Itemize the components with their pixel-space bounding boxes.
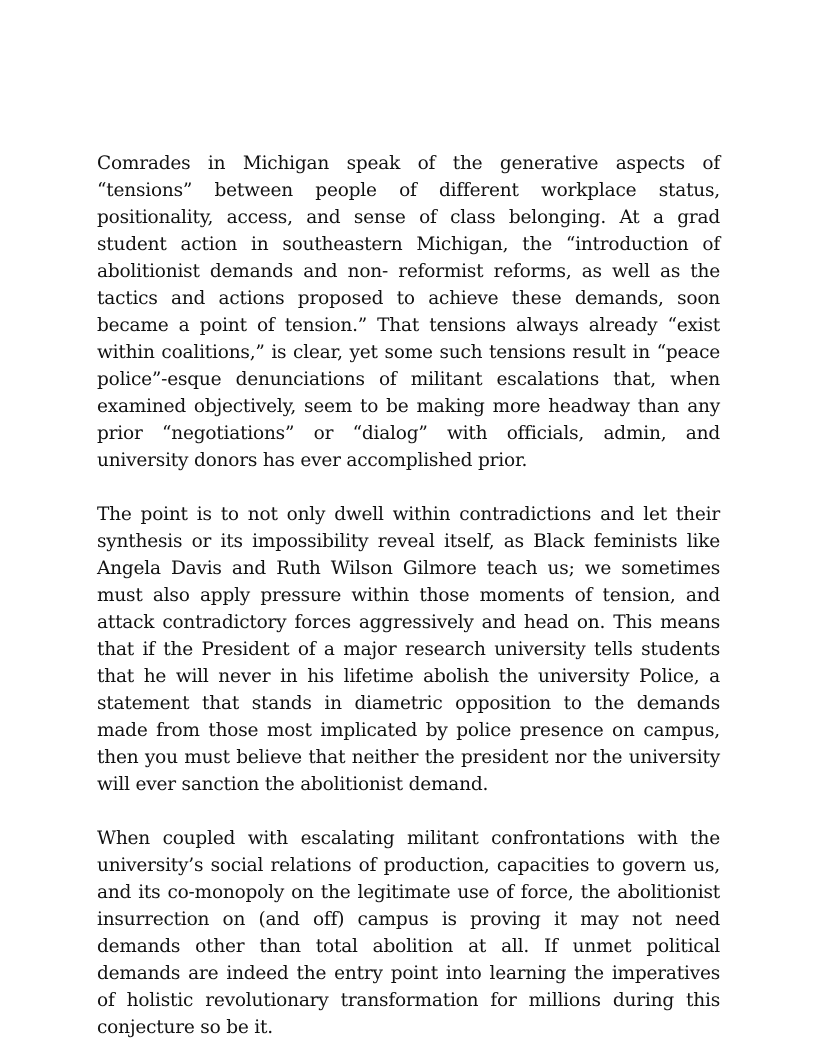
paragraph-insurrection: When coupled with escalating militant confrontations with the university’s social relations of production, capacities to govern us, and its co-monopoly on the legitimate use of force, the abolitionist insurrection on (and off) campus is proving it may not need demands other than total abolition at all. If unmet political demands are indeed the entry point into learning the imperatives of holistic revolutionary transformation for millions during this conjecture so be it.	[97, 828, 720, 1038]
document-page	[97, 150, 720, 1041]
paragraph-contradictions: The point is to not only dwell within contradictions and let their synthesis or its impossibility reveal itself, as Black feminists like Angela Davis and Ruth Wilson Gilmore teach us; we sometimes must also apply pressure within those moments of tension, and attack contradictory forces aggressively and head on. This means that if the President of a major research university tells students that he will never in his lifetime abolish the university Police, a statement that stands in diametric opposition to the demands made from those most implicated by police presence on campus, then you must believe that neither the president nor the university will ever sanction the abolitionist demand.	[97, 504, 720, 795]
paragraph-tensions: Comrades in Michigan speak of the generative aspects of “tensions” between people of different workplace status, positionality, access, and sense of class belonging. At a grad student action in southeastern Michigan, the “introduction of abolitionist demands and non- reformist reforms, as well as the tactics and actions proposed to achieve these demands, soon became a point of tension.” That tensions always already “exist within coalitions,” is clear, yet some such tensions result in “peace police”-esque denunciations of militant escalations that, when examined objectively, seem to be making more headway than any prior “negotiations” or “dialog” with officials, admin, and university donors has ever accomplished prior.	[97, 153, 720, 471]
